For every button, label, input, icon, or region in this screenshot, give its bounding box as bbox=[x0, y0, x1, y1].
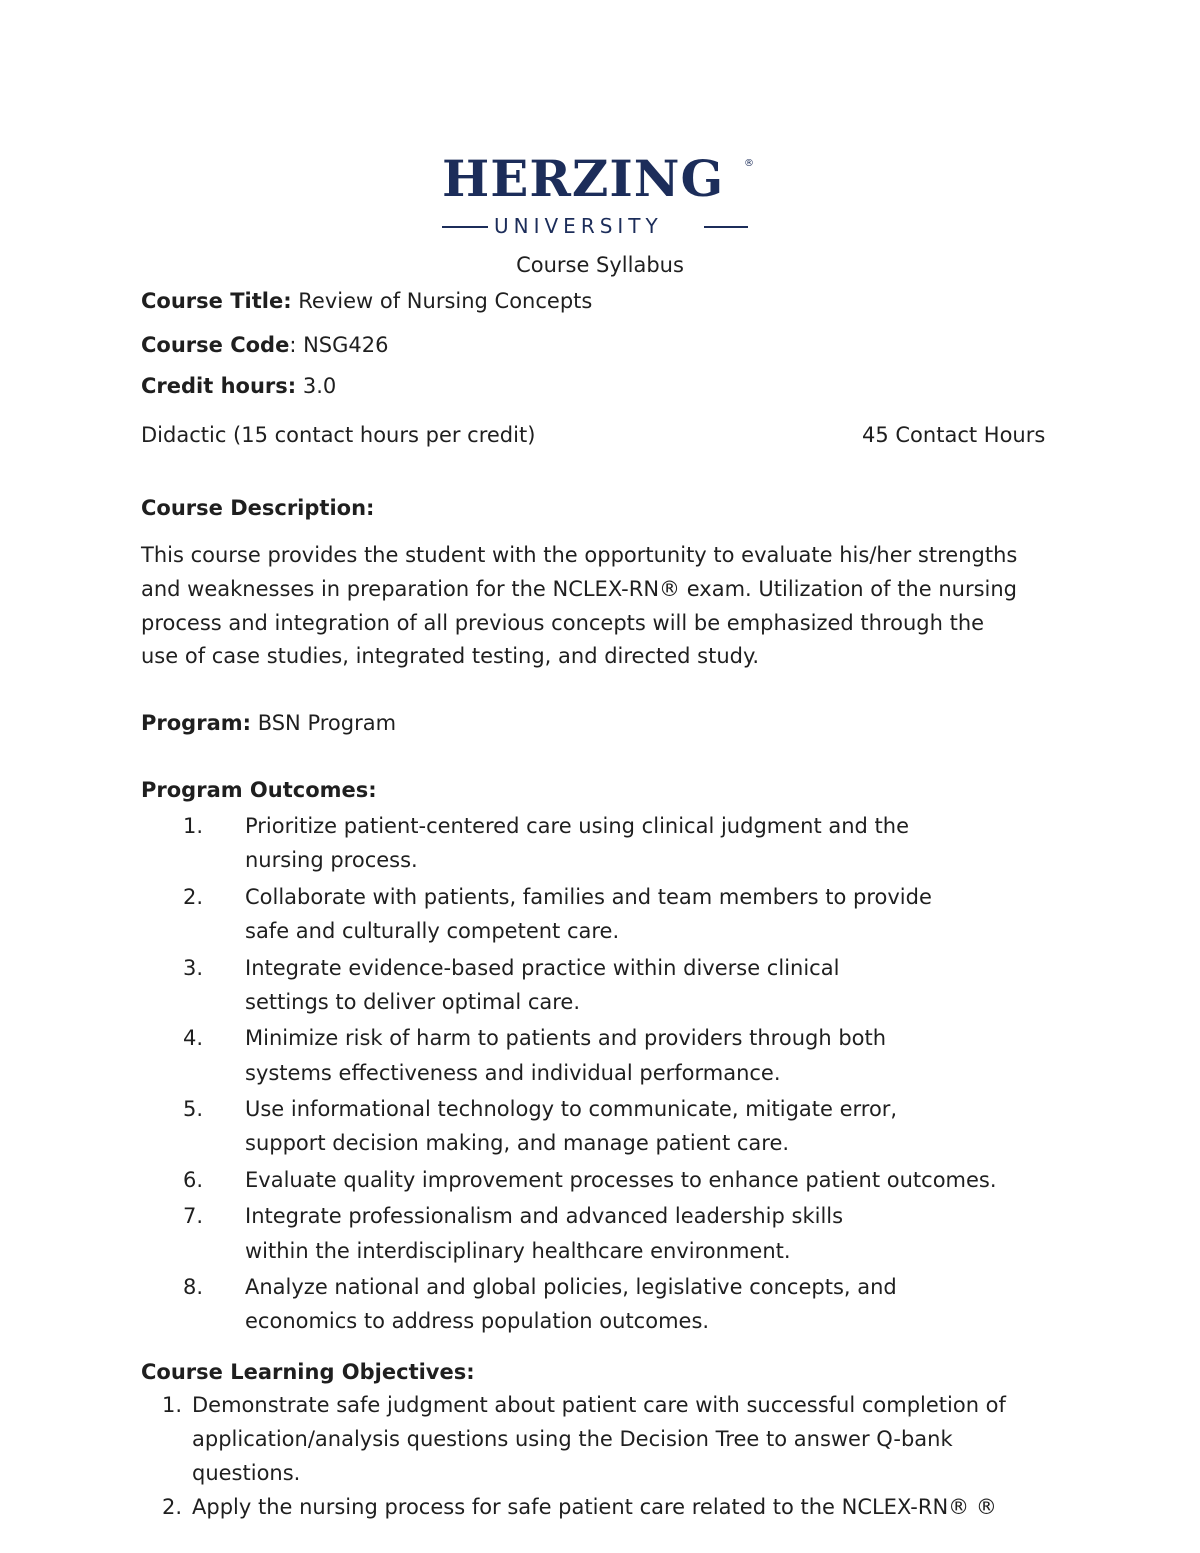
list-number: 5. bbox=[183, 1097, 204, 1122]
registered-mark: ® bbox=[744, 158, 754, 169]
course-title-row bbox=[141, 288, 592, 314]
list-number: 2. bbox=[183, 884, 204, 909]
list-item-text: Use informational technology to communicate, mitigate error, support decision making, and manage patient care. bbox=[245, 1097, 898, 1156]
logo-subtitle bbox=[442, 212, 748, 240]
list-number: 1. bbox=[161, 1393, 182, 1417]
course-code-row bbox=[141, 332, 388, 358]
logo-subtitle-text: UNIVERSITY bbox=[494, 214, 663, 238]
course-description-heading: Course Description: bbox=[141, 496, 375, 520]
list-item-text: Minimize risk of harm to patients and providers through both systems effectiveness and individual performance. bbox=[245, 1026, 887, 1085]
list-item bbox=[161, 1490, 1072, 1524]
list-item-text: Demonstrate safe judgment about patient care with successful completion of application/analysis questions using the Decision Tree to answer Q-bank questions. bbox=[192, 1393, 1006, 1485]
learning-objectives-heading: Course Learning Objectives: bbox=[141, 1360, 475, 1384]
program-outcomes-list bbox=[183, 809, 997, 1341]
course-code-label: Course Code bbox=[141, 333, 290, 357]
list-number: 3. bbox=[183, 955, 204, 980]
program-label: Program: bbox=[141, 711, 252, 735]
list-number: 8. bbox=[183, 1275, 204, 1300]
learning-objectives-list bbox=[161, 1388, 1072, 1524]
credit-hours-value: 3.0 bbox=[296, 374, 337, 398]
list-item-text: Analyze national and global policies, legislative concepts, and economics to address population outcomes. bbox=[245, 1275, 897, 1334]
didactic-label: Didactic (15 contact hours per credit) bbox=[141, 423, 536, 447]
list-number: 7. bbox=[183, 1204, 204, 1229]
credit-hours-label: Credit hours: bbox=[141, 374, 297, 398]
logo-rule-right bbox=[704, 226, 748, 228]
list-item bbox=[183, 1021, 995, 1090]
list-item-text: Integrate professionalism and advanced leadership skills within the interdisciplinary healthcare environment. bbox=[245, 1204, 844, 1263]
list-item-text: Integrate evidence-based practice within diverse clinical settings to deliver optimal care. bbox=[245, 955, 840, 1014]
list-number: 1. bbox=[183, 814, 204, 838]
credit-hours-row bbox=[141, 373, 336, 399]
list-item bbox=[183, 1092, 995, 1161]
program-row bbox=[141, 710, 396, 736]
list-item-text: Prioritize patient-centered care using clinical judgment and the nursing process. bbox=[245, 814, 910, 873]
program-outcomes-heading: Program Outcomes: bbox=[141, 778, 377, 802]
list-item-text: Apply the nursing process for safe patient care related to the NCLEX-RN® ® bbox=[192, 1495, 997, 1519]
course-description-text: This course provides the student with the opportunity to evaluate his/her strengths and weaknesses in preparation for the NCLEX-RN® exam. Utilization of the nursing process and integration of all previous concepts will be emphasized through the use of case studies, integrated testing, and directed study. bbox=[141, 543, 1018, 669]
course-title-value: Review of Nursing Concepts bbox=[291, 289, 593, 313]
list-number: 4. bbox=[183, 1026, 204, 1051]
list-item bbox=[183, 1199, 995, 1268]
logo-rule-left bbox=[442, 226, 488, 228]
list-number: 6. bbox=[183, 1167, 204, 1192]
herzing-university-logo bbox=[442, 150, 762, 240]
course-code-value: : NSG426 bbox=[289, 333, 389, 357]
list-item bbox=[183, 1270, 995, 1339]
program-value: BSN Program bbox=[251, 711, 397, 735]
list-item-text: Collaborate with patients, families and team members to provide safe and culturally competent care. bbox=[245, 884, 932, 944]
logo-wordmark: HERZING bbox=[442, 149, 725, 208]
course-title-label: Course Title: bbox=[141, 289, 292, 313]
document-title: Course Syllabus bbox=[516, 253, 684, 277]
list-item bbox=[183, 951, 995, 1020]
list-item-text: Evaluate quality improvement processes to enhance patient outcomes. bbox=[245, 1167, 997, 1192]
list-item bbox=[183, 809, 995, 878]
list-item bbox=[161, 1388, 1072, 1490]
contact-hours: 45 Contact Hours bbox=[862, 423, 1046, 447]
list-item bbox=[183, 1163, 997, 1197]
list-number: 2. bbox=[161, 1495, 182, 1519]
list-item bbox=[183, 880, 995, 949]
